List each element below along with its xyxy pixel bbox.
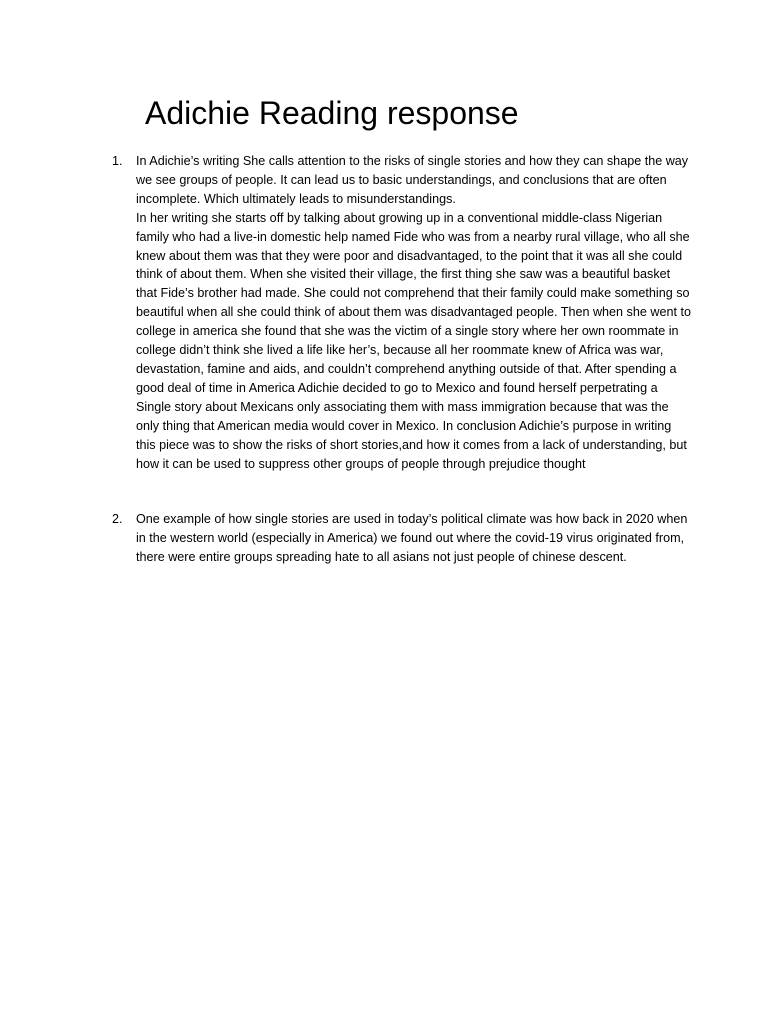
item-1-paragraph-2: In her writing she starts off by talking about growing up in a conventional middle-class Nigerian family who had a live-in domestic help named Fide who was from a nearby rural village, who all she knew about them was that they were poor and disadvantaged, to the point that it was all she could think of about them. When she visited their village, the first thing she saw was a beautiful basket that Fide’s brother had made. She could not comprehend that their family could make something so beautiful when all she could think of about them was disadvantaged people. Then when she went to college in america she found that she was the victim of a single story where her own roommate in college didn’t think she lived a life like her’s, because all her roommate knew of Africa was war, devastation, famine and aids, and couldn’t comprehend anything outside of that. After spending a good deal of time in America Adichie decided to go to Mexico and found herself perpetrating a Single story about Mexicans only associating them with mass immigration because that was the only thing that American media would cover in Mexico. In conclusion Adichie’s purpose in writing this piece was to show the risks of short stories,and how it comes from a lack of understanding, but how it can be used to suppress other groups of people through prejudice thought bbox=[136, 210, 691, 471]
list-item-1 bbox=[112, 152, 692, 473]
response-list bbox=[112, 152, 692, 567]
list-item-2 bbox=[112, 510, 692, 567]
list-marker: 2. bbox=[112, 512, 123, 527]
item-2-paragraph-1: One example of how single stories are used in today’s political climate was how back in 2020 when in the western world (especially in America) we found out where the covid-19 virus originated from, there were entire groups spreading hate to all asians not just people of chinese descent. bbox=[136, 512, 688, 565]
list-marker: 1. bbox=[112, 154, 123, 168]
item-1-paragraph-1: In Adichie’s writing She calls attention to the risks of single stories and how they can shape the way we see groups of people. It can lead us to basic understandings, and conclusions that are often incomplete. Which ultimately leads to misunderstandings. bbox=[136, 154, 689, 206]
page-title: Adichie Reading response bbox=[145, 95, 519, 131]
